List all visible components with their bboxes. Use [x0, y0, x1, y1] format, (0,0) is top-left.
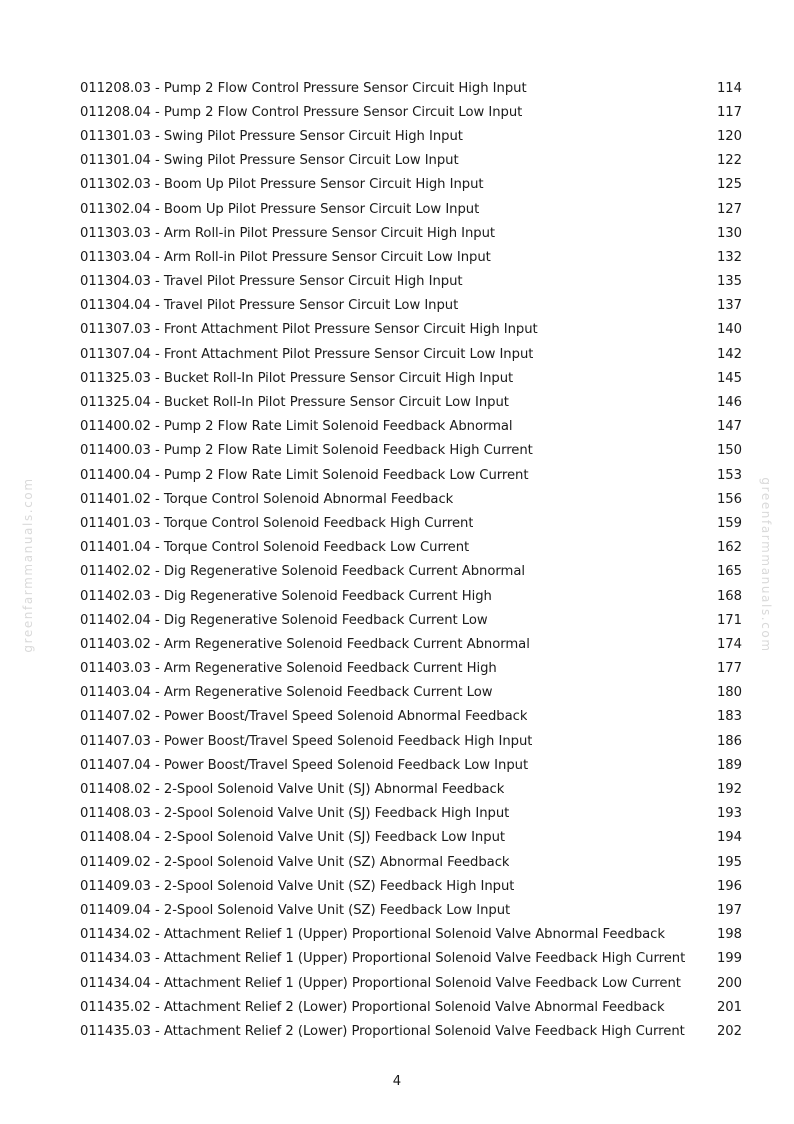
toc-entry-title: 011403.04 - Arm Regenerative Solenoid Feedback Current Low — [80, 685, 493, 701]
toc-entry-title: 011402.04 - Dig Regenerative Solenoid Feedback Current Low — [80, 612, 488, 628]
toc-entry[interactable] — [80, 608, 742, 632]
toc-entry-page: 195 — [716, 854, 742, 870]
toc-entry-page: 146 — [716, 395, 742, 411]
toc-entry[interactable] — [80, 874, 742, 898]
toc-entry-page: 192 — [716, 782, 742, 798]
toc-entry-page: 186 — [716, 733, 742, 749]
toc-entry-page: 122 — [716, 153, 742, 169]
toc-entry-page: 125 — [716, 177, 742, 193]
watermark-left: greenfarmmanuals.com — [21, 477, 35, 653]
toc-entry-page: 130 — [716, 225, 742, 241]
toc-entry-page: 194 — [716, 830, 742, 846]
toc-entry-page: 127 — [716, 201, 742, 217]
toc-entry-page: 120 — [716, 128, 742, 144]
toc-entry[interactable] — [80, 536, 742, 560]
toc-entry-page: 202 — [716, 1023, 742, 1039]
toc-entry-page: 196 — [716, 878, 742, 894]
toc-entry[interactable] — [80, 221, 742, 245]
toc-entry[interactable] — [80, 463, 742, 487]
toc-entry[interactable] — [80, 415, 742, 439]
toc-entry[interactable] — [80, 802, 742, 826]
toc-entry[interactable] — [80, 245, 742, 269]
toc-entry-title: 011435.02 - Attachment Relief 2 (Lower) Proportional Solenoid Valve Abnormal Feedback — [80, 999, 665, 1015]
toc-entry-title: 011434.04 - Attachment Relief 1 (Upper) Proportional Solenoid Valve Feedback Low Current — [80, 975, 681, 991]
toc-entry-page: 171 — [716, 612, 742, 628]
toc-entry[interactable] — [80, 705, 742, 729]
toc-entry-title: 011407.04 - Power Boost/Travel Speed Solenoid Feedback Low Input — [80, 757, 529, 773]
toc-entry-page: 180 — [716, 685, 742, 701]
toc-entry[interactable] — [80, 390, 742, 414]
toc-entry[interactable] — [80, 657, 742, 681]
toc-entry[interactable] — [80, 923, 742, 947]
toc-entry[interactable] — [80, 197, 742, 221]
toc-entry-title: 011303.03 - Arm Roll-in Pilot Pressure Sensor Circuit High Input — [80, 225, 496, 241]
toc-entry[interactable] — [80, 995, 742, 1019]
toc-entry[interactable] — [80, 560, 742, 584]
toc-entry-page: 183 — [716, 709, 742, 725]
toc-entry-page: 174 — [716, 636, 742, 652]
toc-entry-page: 189 — [716, 757, 742, 773]
toc-entry-title: 011402.03 - Dig Regenerative Solenoid Feedback Current High — [80, 588, 492, 604]
toc-entry[interactable] — [80, 76, 742, 100]
toc-entry[interactable] — [80, 729, 742, 753]
toc-entry[interactable] — [80, 681, 742, 705]
toc-entry-page: 200 — [716, 975, 742, 991]
watermark-right: greenfarmmanuals.com — [759, 477, 773, 653]
toc-entry-page: 156 — [716, 491, 742, 507]
toc-entry-title: 011301.04 - Swing Pilot Pressure Sensor Circuit Low Input — [80, 153, 459, 169]
toc-entry-title: 011304.04 - Travel Pilot Pressure Sensor Circuit Low Input — [80, 298, 459, 314]
toc-entry-title: 011400.03 - Pump 2 Flow Rate Limit Solenoid Feedback High Current — [80, 443, 533, 459]
toc-entry-title: 011325.03 - Bucket Roll-In Pilot Pressure Sensor Circuit High Input — [80, 370, 514, 386]
toc-entry[interactable] — [80, 511, 742, 535]
toc-entry-page: 162 — [716, 540, 742, 556]
toc-entry-page: 147 — [716, 419, 742, 435]
toc-entry-page: 177 — [716, 661, 742, 677]
toc-entry-title: 011325.04 - Bucket Roll-In Pilot Pressure Sensor Circuit Low Input — [80, 395, 509, 411]
page-number: 4 — [392, 1074, 402, 1089]
toc-entry-title: 011208.04 - Pump 2 Flow Control Pressure Sensor Circuit Low Input — [80, 104, 523, 120]
toc-entry-title: 011409.02 - 2-Spool Solenoid Valve Unit (SZ) Abnormal Feedback — [80, 854, 510, 870]
toc-entry-title: 011302.03 - Boom Up Pilot Pressure Sensor Circuit High Input — [80, 177, 484, 193]
toc-entry[interactable] — [80, 971, 742, 995]
toc-entry-title: 011401.03 - Torque Control Solenoid Feedback High Current — [80, 515, 474, 531]
toc-entry[interactable] — [80, 850, 742, 874]
toc-entry-title: 011434.03 - Attachment Relief 1 (Upper) Proportional Solenoid Valve Feedback High Current — [80, 951, 686, 967]
toc-entry-page: 201 — [716, 999, 742, 1015]
toc-entry[interactable] — [80, 1019, 742, 1043]
toc-entry-page: 197 — [716, 902, 742, 918]
toc-entry-page: 199 — [716, 951, 742, 967]
toc-entry[interactable] — [80, 124, 742, 148]
toc-entry-title: 011434.02 - Attachment Relief 1 (Upper) Proportional Solenoid Valve Abnormal Feedback — [80, 927, 665, 943]
toc-entry-title: 011407.02 - Power Boost/Travel Speed Solenoid Abnormal Feedback — [80, 709, 528, 725]
toc-entry-title: 011409.03 - 2-Spool Solenoid Valve Unit (SZ) Feedback High Input — [80, 878, 515, 894]
toc-entry-page: 114 — [716, 80, 742, 96]
toc-entry-page: 168 — [716, 588, 742, 604]
toc-entry-page: 153 — [716, 467, 742, 483]
toc-entry[interactable] — [80, 753, 742, 777]
toc-entry-page: 142 — [716, 346, 742, 362]
toc-entry-title: 011407.03 - Power Boost/Travel Speed Solenoid Feedback High Input — [80, 733, 533, 749]
toc-entry-title: 011408.03 - 2-Spool Solenoid Valve Unit (SJ) Feedback High Input — [80, 806, 510, 822]
toc-entry-page: 137 — [716, 298, 742, 314]
toc-entry-page: 159 — [716, 515, 742, 531]
toc-entry-title: 011403.03 - Arm Regenerative Solenoid Feedback Current High — [80, 661, 497, 677]
toc-entry-title: 011208.03 - Pump 2 Flow Control Pressure Sensor Circuit High Input — [80, 80, 527, 96]
toc-entry-title: 011303.04 - Arm Roll-in Pilot Pressure Sensor Circuit Low Input — [80, 249, 491, 265]
toc-entry-title: 011304.03 - Travel Pilot Pressure Sensor Circuit High Input — [80, 274, 463, 290]
toc-entry-title: 011307.04 - Front Attachment Pilot Pressure Sensor Circuit Low Input — [80, 346, 534, 362]
toc-entry-page: 193 — [716, 806, 742, 822]
toc-entry-title: 011401.02 - Torque Control Solenoid Abnormal Feedback — [80, 491, 454, 507]
toc-entry-title: 011435.03 - Attachment Relief 2 (Lower) Proportional Solenoid Valve Feedback High Current — [80, 1023, 685, 1039]
toc-entry[interactable] — [80, 342, 742, 366]
toc-entry-title: 011401.04 - Torque Control Solenoid Feedback Low Current — [80, 540, 470, 556]
toc-entry[interactable] — [80, 270, 742, 294]
toc-entry[interactable] — [80, 149, 742, 173]
toc-entry[interactable] — [80, 294, 742, 318]
toc-entry-page: 145 — [716, 370, 742, 386]
toc-entry[interactable] — [80, 584, 742, 608]
toc-entry-title: 011400.02 - Pump 2 Flow Rate Limit Solenoid Feedback Abnormal — [80, 419, 513, 435]
toc-entry-page: 198 — [716, 927, 742, 943]
toc-entry[interactable] — [80, 439, 742, 463]
toc-entry-title: 011307.03 - Front Attachment Pilot Pressure Sensor Circuit High Input — [80, 322, 538, 338]
toc-entry-title: 011408.02 - 2-Spool Solenoid Valve Unit (SJ) Abnormal Feedback — [80, 782, 505, 798]
toc-entry[interactable] — [80, 366, 742, 390]
toc-list — [80, 76, 742, 1044]
toc-entry[interactable] — [80, 632, 742, 656]
toc-entry-title: 011409.04 - 2-Spool Solenoid Valve Unit (SZ) Feedback Low Input — [80, 902, 511, 918]
toc-entry-page: 140 — [716, 322, 742, 338]
toc-entry[interactable] — [80, 947, 742, 971]
toc-entry-page: 117 — [716, 104, 742, 120]
toc-entry[interactable] — [80, 173, 742, 197]
toc-entry-title: 011408.04 - 2-Spool Solenoid Valve Unit (SJ) Feedback Low Input — [80, 830, 505, 846]
toc-entry[interactable] — [80, 826, 742, 850]
toc-entry-page: 132 — [716, 249, 742, 265]
toc-entry[interactable] — [80, 487, 742, 511]
toc-entry[interactable] — [80, 318, 742, 342]
toc-entry-title: 011302.04 - Boom Up Pilot Pressure Sensor Circuit Low Input — [80, 201, 480, 217]
toc-entry-title: 011402.02 - Dig Regenerative Solenoid Feedback Current Abnormal — [80, 564, 525, 580]
toc-entry[interactable] — [80, 777, 742, 801]
toc-entry-page: 165 — [716, 564, 742, 580]
toc-entry-page: 135 — [716, 274, 742, 290]
toc-entry-title: 011403.02 - Arm Regenerative Solenoid Feedback Current Abnormal — [80, 636, 530, 652]
toc-entry-title: 011400.04 - Pump 2 Flow Rate Limit Solenoid Feedback Low Current — [80, 467, 529, 483]
toc-entry-page: 150 — [716, 443, 742, 459]
toc-entry-title: 011301.03 - Swing Pilot Pressure Sensor Circuit High Input — [80, 128, 463, 144]
toc-entry[interactable] — [80, 100, 742, 124]
toc-entry[interactable] — [80, 898, 742, 922]
